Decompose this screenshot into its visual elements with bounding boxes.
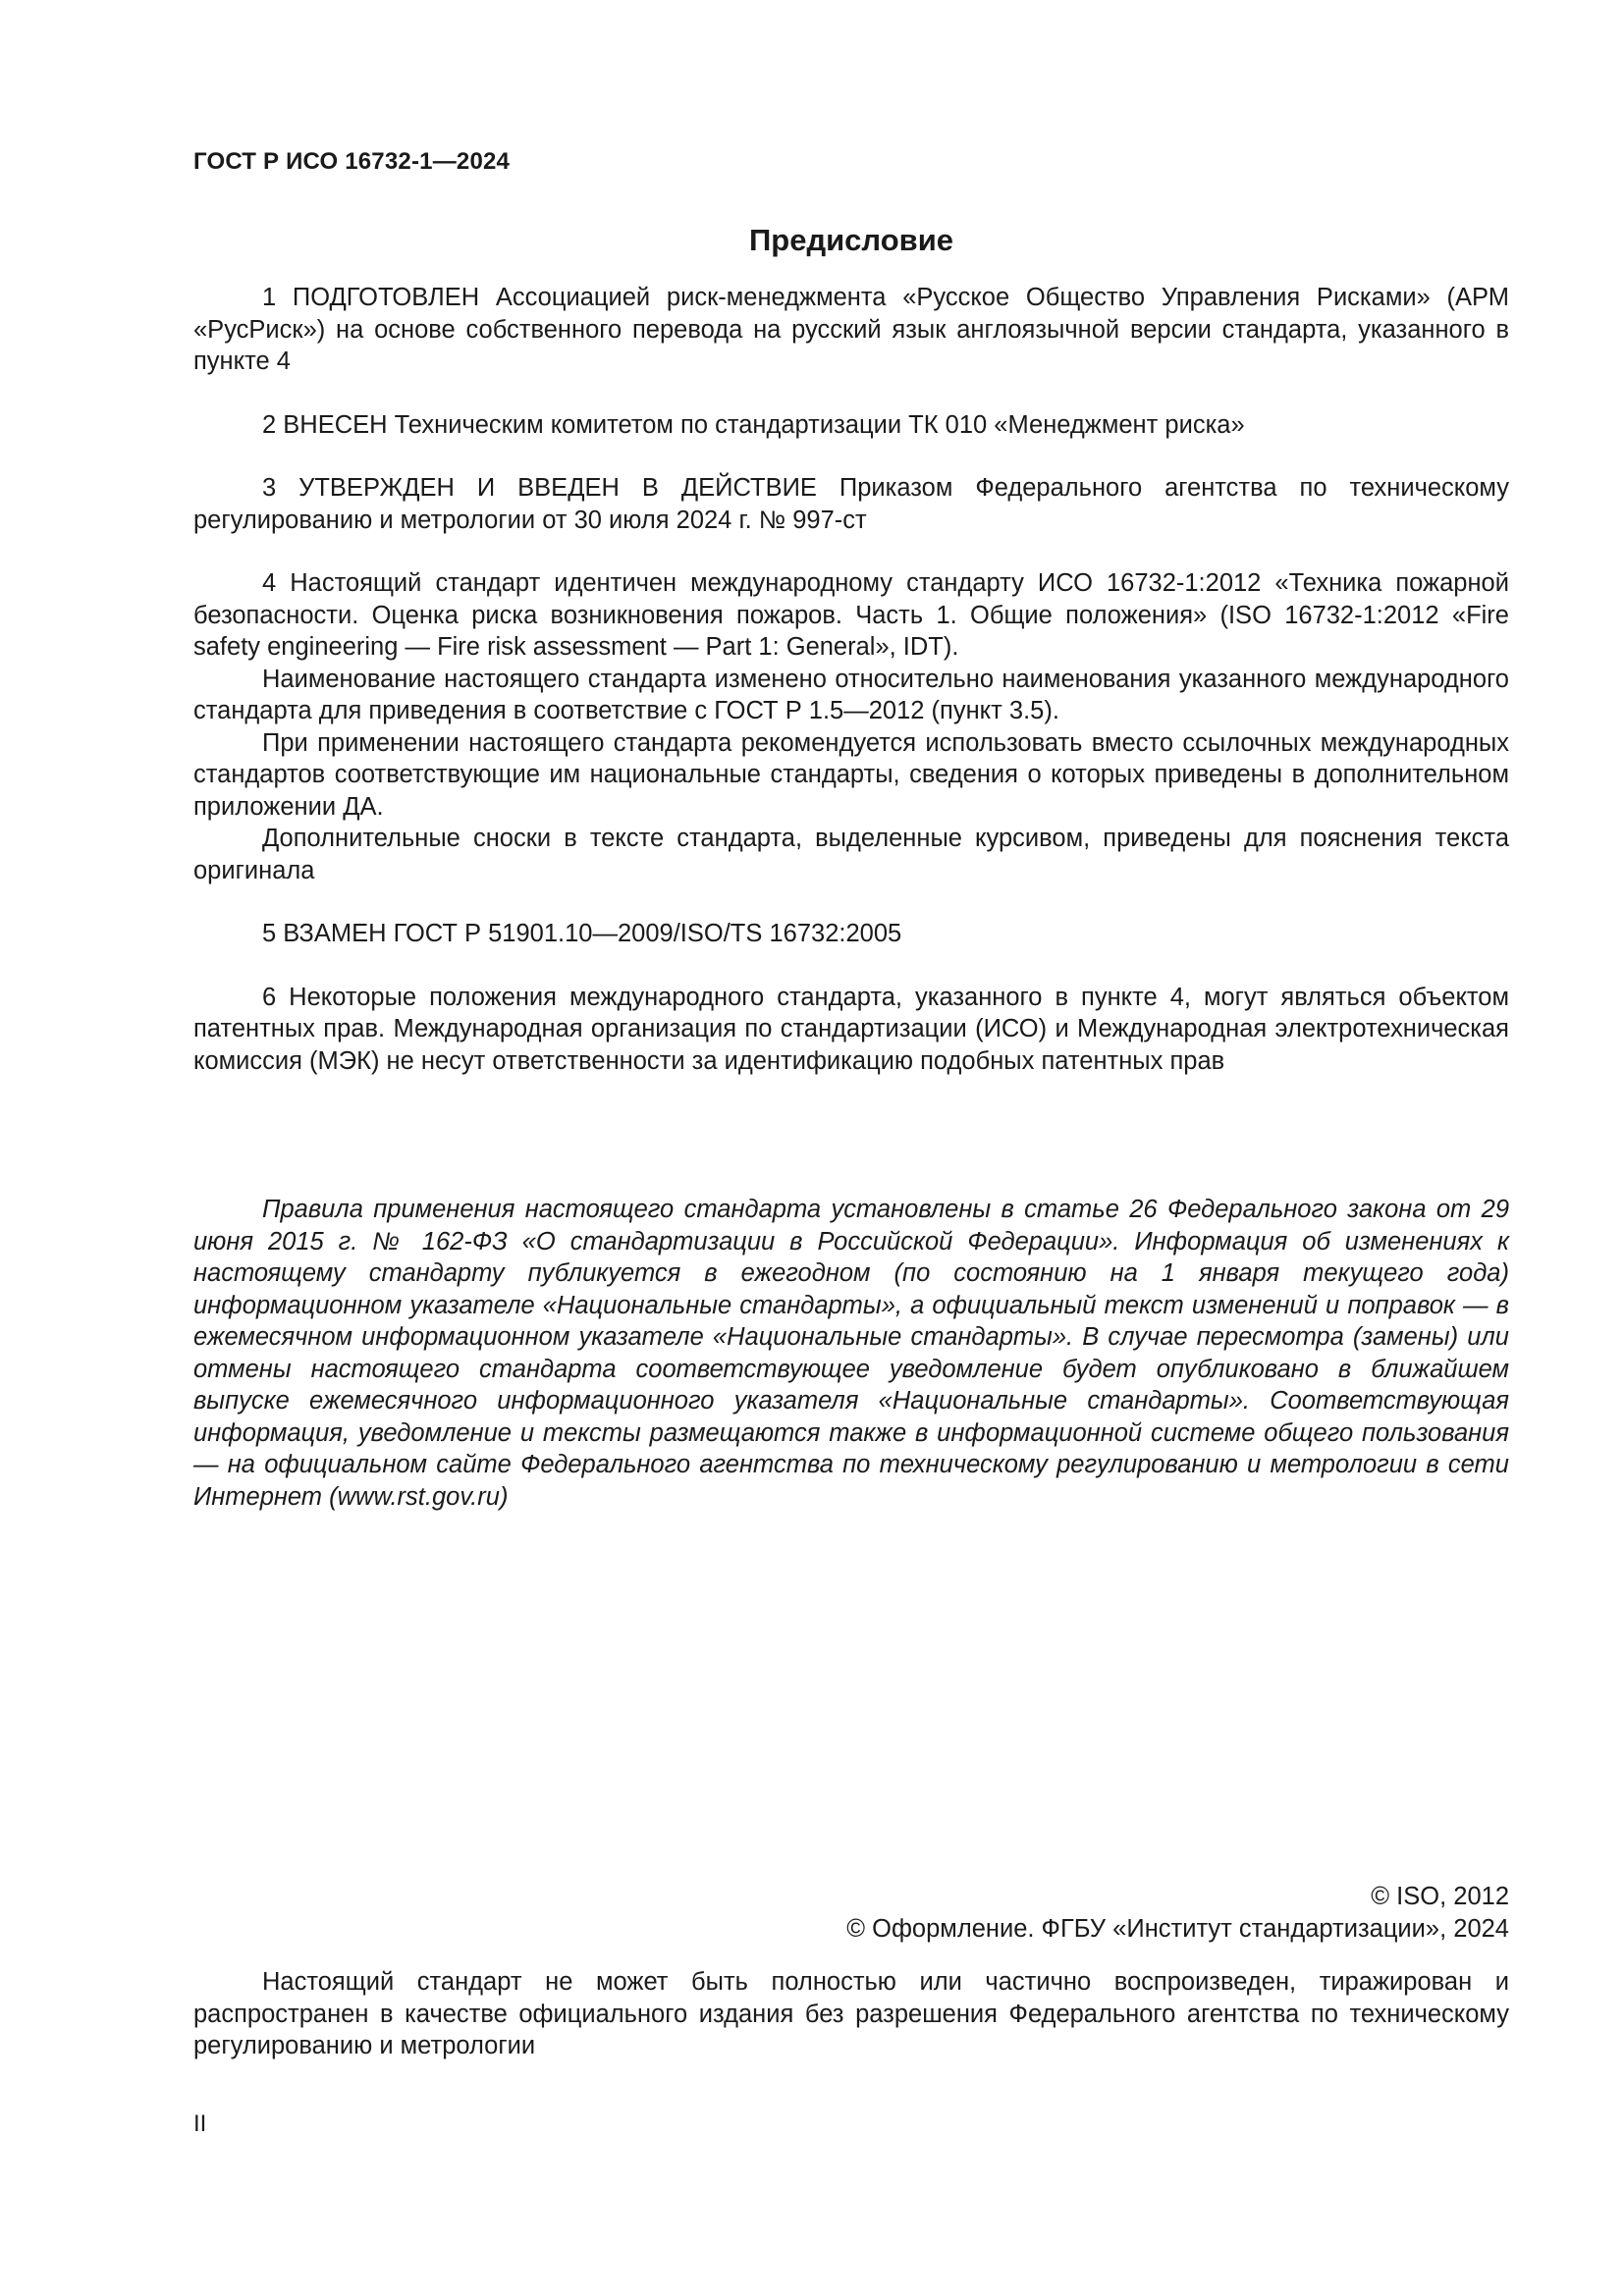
foreword-body — [193, 282, 1509, 1077]
foreword-item-6 — [193, 982, 1509, 1078]
paragraph: 5 ВЗАМЕН ГОСТ Р 51901.10—2009/ISO/TS 16732:2005 — [262, 920, 902, 947]
foreword-item-5 — [193, 918, 1509, 950]
foreword-item-3 — [193, 472, 1509, 536]
paragraph: 4 Настоящий стандарт идентичен международному стандарту ИСО 16732-1:2012 «Техника пожарной безопасности. Оценка риска возникновения пожаров. Часть 1. Общие положения» (ISO 16732-1:2012 «Fire safety engineering — Fire risk assessment — Part 1: General», IDT). — [193, 569, 1509, 661]
paragraph: Дополнительные сноски в тексте стандарта, выделенные курсивом, приведены для пояснения текста оригинала — [193, 825, 1509, 884]
foreword-item-4 — [193, 567, 1509, 886]
paragraph: Настоящий стандарт не может быть полностью или частично воспроизведен, тиражирован и распространен в качестве официального издания без разрешения Федерального агентства по техническому регулированию и метрологии — [193, 1968, 1509, 2059]
paragraph: 1 ПОДГОТОВЛЕН Ассоциацией риск-менеджмента «Русское Общество Управления Рисками» (АРМ «РусРиск») на основе собственного перевода на русский язык англоязычной версии стандарта, указанного в пункте 4 — [193, 284, 1509, 375]
copyright-block — [846, 1881, 1509, 1945]
page-title: Предисловие — [748, 223, 953, 257]
paragraph: 2 ВНЕСЕН Техническим комитетом по стандартизации ТК 010 «Менеджмент риска» — [262, 410, 1245, 439]
page-number: II — [193, 2110, 207, 2137]
reproduction-notice — [193, 1966, 1509, 2062]
paragraph: 3 УТВЕРЖДЕН И ВВЕДЕН В ДЕЙСТВИЕ Приказом Федерального агентства по техническому регулированию и метрологии от 30 июля 2024 г. № 997-ст — [193, 474, 1509, 534]
copyright-design: © Оформление. ФГБУ «Институт стандартизации», 2024 — [846, 1914, 1509, 1943]
foreword-item-2 — [193, 409, 1509, 442]
paragraph: Правила применения настоящего стандарта установлены в статье 26 Федерального закона от 29 июня 2015 г. № 162-ФЗ «О стандартизации в Российской Федерации». Информация об изменениях к настоящему стандарту публикуется в ежегодном (по состоянию на 1 января текущего года) информационном указателе «Национальные стандарты», а официальный текст изменений и поправок — в ежемесячном информационном указателе «Национальные стандарты». В случае пересмотра (замены) или отмены настоящего стандарта соответствующее уведомление будет опубликовано в ближайшем выпуске ежемесячного информационного указателя «Национальные стандарты». Соответствующая информация, уведомление и тексты размещаются также в информационной системе общего пользования — на официальном сайте Федерального агентства по техническому регулированию и метрологии в сети Интернет (www.rst.gov.ru) — [193, 1196, 1509, 1511]
copyright-iso: © ISO, 2012 — [1371, 1883, 1509, 1910]
rules-notice — [193, 1194, 1509, 1513]
paragraph: При применении настоящего стандарта рекомендуется использовать вместо ссылочных международных стандартов соответствующие им национальные стандарты, сведения о которых приведены в дополнительном приложении ДА. — [193, 728, 1509, 821]
foreword-item-1 — [193, 282, 1509, 378]
paragraph: Наименование настоящего стандарта изменено относительно наименования указанного международного стандарта для приведения в соответствие с ГОСТ Р 1.5—2012 (пункт 3.5). — [193, 665, 1509, 724]
document-id: ГОСТ Р ИСО 16732-1—2024 — [193, 148, 511, 175]
paragraph: 6 Некоторые положения международного стандарта, указанного в пункте 4, могут являться объектом патентных прав. Международная организация по стандартизации (ИСО) и Международная электротехническая комиссия (МЭК) не несут ответственности за идентификацию подобных патентных прав — [193, 983, 1509, 1075]
